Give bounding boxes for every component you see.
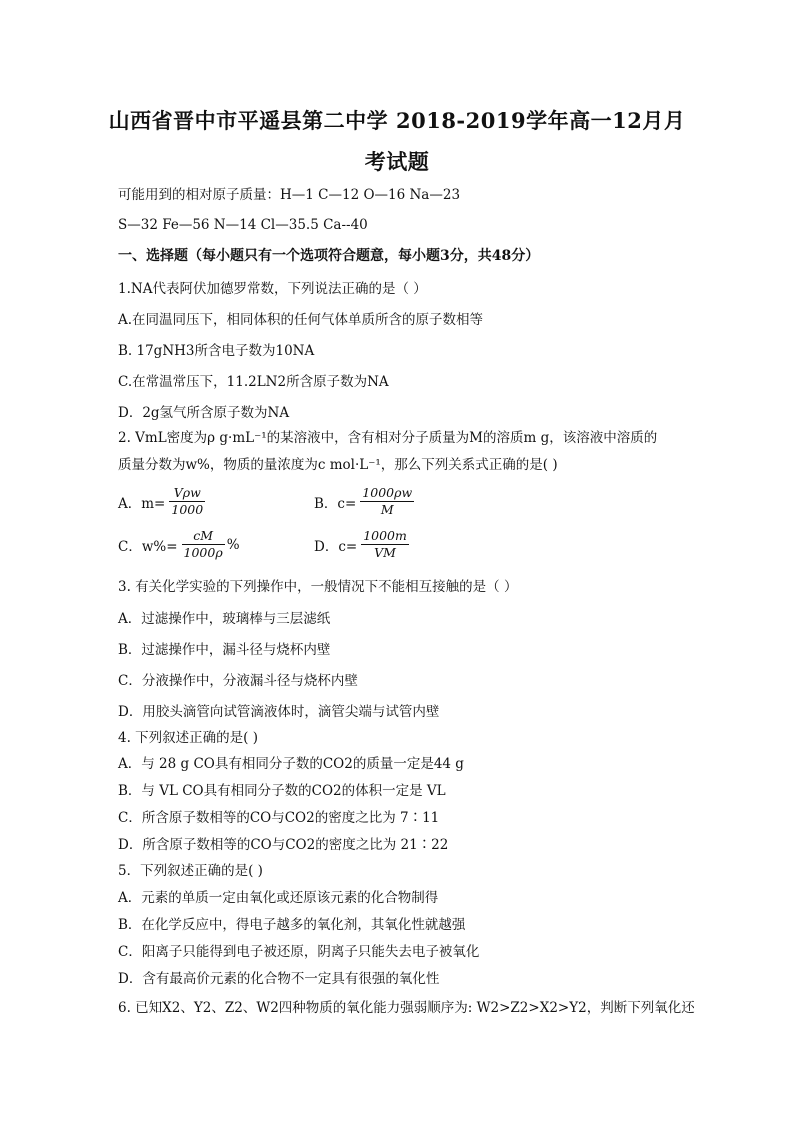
q2-b-numerator: 1000ρw [362,485,413,500]
q1-stem: 1.NA代表阿伏加德罗常数，下列说法正确的是（ ） [118,281,427,297]
q2-d-denominator: VM [374,545,396,560]
q3-option-b: B．过滤操作中，漏斗径与烧杯内壁 [118,642,331,658]
page-title-line2: 考试题 [364,149,430,174]
q2-c-prefix: C．w%= [118,538,178,555]
q2-c-denominator: 1000ρ [183,545,223,560]
q1-option-c: C.在常温常压下，11.2LN2所含原子数为NA [118,374,389,390]
q4-option-c: C．所含原子数相等的CO与CO2的密度之比为 7∶11 [118,810,440,826]
q2-stem-line2: 质量分数为w%，物质的量浓度为c mol·L⁻¹，那么下列关系式正确的是( ) [118,457,558,473]
q2-option-a [118,485,207,518]
page-title-line1: 山西省晋中市平遥县第二中学 2018-2019学年高一12月月 [108,108,686,133]
q2-c-fraction [182,528,225,561]
q5-option-c: C．阳离子只能得到电子被还原，阴离子只能失去电子被氧化 [118,944,480,960]
q2-b-fraction [360,485,414,518]
q3-option-c: C．分液操作中，分液漏斗径与烧杯内壁 [118,673,358,689]
q1-option-d: D．2g氢气所含原子数为NA [118,405,290,421]
q2-d-prefix: D．c= [314,538,358,555]
q5-option-d: D．含有最高价元素的化合物不一定具有很强的氧化性 [118,971,440,987]
q6-stem: 6. 已知X2、Y2、Z2、W2四种物质的氧化能力强弱顺序为: W2>Z2>X2>Y2，判断下列氧化还 [118,1000,695,1016]
q5-stem: 5．下列叙述正确的是( ) [118,863,263,879]
q2-stem-line1: 2. VmL密度为ρ g·mL⁻¹的某溶液中，含有相对分子质量为M的溶质m g，该溶液中溶质的 [118,430,658,446]
q2-c-suffix: % [226,536,240,553]
q3-stem: 3. 有关化学实验的下列操作中，一般情况下不能相互接触的是（ ） [118,579,518,595]
q2-option-b [314,485,416,518]
q4-option-b: B．与 VL CO具有相同分子数的CO2的体积一定是 VL [118,783,446,799]
q5-option-b: B．在化学反应中，得电子越多的氧化剂，其氧化性就越强 [118,917,466,933]
q1-option-b: B. 17gNH3所含电子数为10NA [118,343,315,359]
q2-d-numerator: 1000m [363,528,407,543]
q2-a-denominator: 1000 [171,502,204,517]
q4-option-d: D．所含原子数相等的CO与CO2的密度之比为 21∶22 [118,837,449,853]
q2-a-prefix: A．m= [118,495,166,512]
atomic-masses-line2: S—32 Fe—56 N—14 Cl—35.5 Ca--40 [118,217,368,233]
q2-option-c [118,528,240,561]
atomic-masses-line1: 可能用到的相对原子质量：H—1 C—12 O—16 Na—23 [118,187,461,203]
q2-a-numerator: Vρw [169,485,205,502]
q1-option-a: A.在同温同压下，相同体积的任何气体单质所含的原子数相等 [118,312,484,328]
q2-c-numerator: cM [182,528,225,545]
q4-option-a: A．与 28 g CO具有相同分子数的CO2的质量一定是44 g [118,756,464,772]
q3-option-a: A．过滤操作中，玻璃棒与三层滤纸 [118,611,331,627]
q5-option-a: A．元素的单质一定由氧化或还原该元素的化合物制得 [118,890,439,906]
section-heading: 一、选择题（每小题只有一个选项符合题意，每小题3分，共48分） [118,248,540,264]
q2-a-fraction [169,485,205,518]
q4-stem: 4. 下列叙述正确的是( ) [118,730,258,746]
q3-option-d: D．用胶头滴管向试管滴液体时，滴管尖端与试管内壁 [118,704,440,720]
q2-b-prefix: B．c= [314,495,357,512]
q2-option-d [314,528,411,561]
q2-b-denominator: M [380,502,394,517]
q2-d-fraction [361,528,409,561]
